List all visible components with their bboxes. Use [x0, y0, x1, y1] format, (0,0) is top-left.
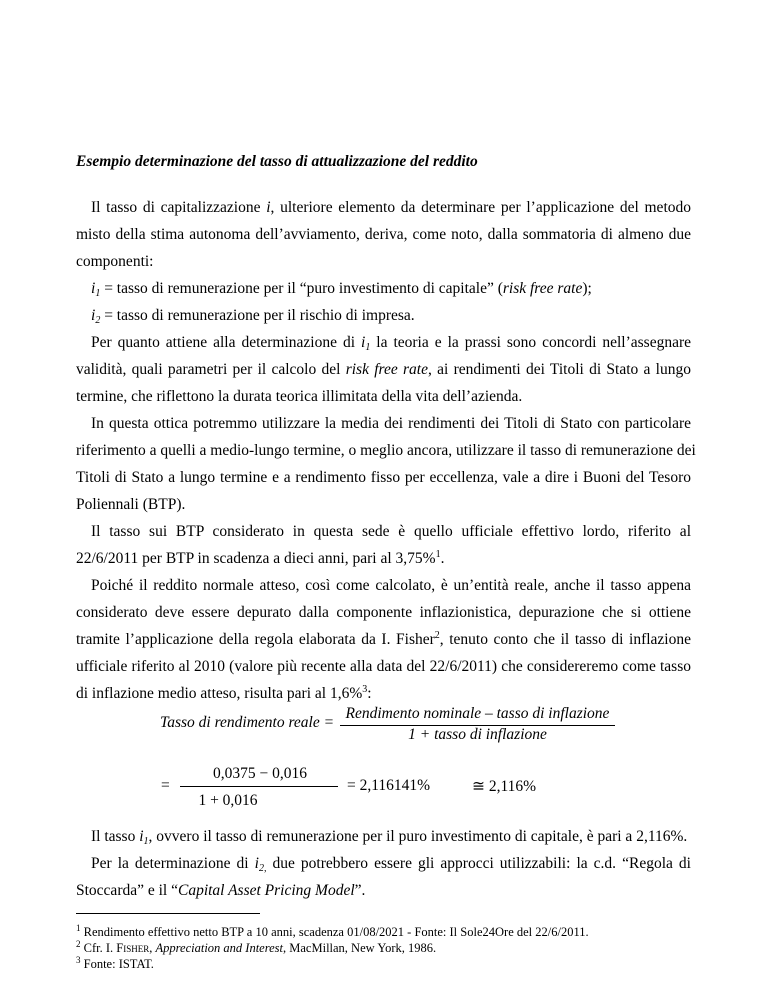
paragraph-line: Titoli di Stato a lungo termine e a rendimento fisso per eccellenza, vale a dire i Buoni del Tesoro — [76, 469, 691, 486]
paragraph-line: di inflazione medio atteso, risulta pari al 1,6%$^3$: — [76, 684, 372, 702]
paragraph-line: In questa ottica potremmo utilizzare la media dei rendimenti dei Titoli di Stato con particolare — [91, 415, 691, 432]
fraction-bar — [180, 786, 338, 787]
paragraph-line: componenti: — [76, 253, 154, 270]
definition-i1: $i_1$ = tasso di remunerazione per il “puro investimento di capitale” (risk free rate); — [91, 280, 592, 299]
paragraph-line: riferimento a quelli a medio-lungo termine, o meglio ancora, utilizzare il tasso di remunerazione dei — [76, 442, 696, 459]
paragraph-line: 22/6/2011 per BTP in scadenza a dieci anni, pari al 3,75%$^1$. — [76, 549, 445, 567]
paragraph-line: Il tasso di capitalizzazione i, ulteriore elemento da determinare per l’applicazione del metodo — [91, 199, 691, 216]
footnote-3: $^3$ Fonte: ISTAT. — [76, 955, 154, 971]
paragraph-line: termine, che riflettono la durata teorica illimitata della vita dell’azienda. — [76, 388, 523, 405]
formula-denominator: 1 + tasso di inflazione — [408, 726, 547, 743]
footnote-2: $^2$ Cfr. I. Fisher, Appreciation and Interest, MacMillan, New York, 1986. — [76, 939, 437, 955]
formula-denominator: 1 + 0,016 — [198, 792, 258, 809]
paragraph-line: Stoccarda” e il “Capital Asset Pricing Model”. — [76, 882, 366, 899]
paragraph-line: tramite l’applicazione della regola elaborata da I. Fisher$^2$, tenuto conto che il tasso di inflazione — [76, 630, 691, 648]
formula-label: Tasso di rendimento reale = — [160, 714, 335, 731]
paragraph-line: Per la determinazione di $i_{2,}$ due potrebbero essere gli approcci utilizzabili: la c.d. “Regola di — [91, 855, 691, 874]
footnote-1: $^1$ Rendimento effettivo netto BTP a 10 anni, scadenza 01/08/2021 - Fonte: Il Sole24Ore del 22/6/2011. — [76, 923, 589, 939]
paragraph-line: Poiché il reddito normale atteso, così come calcolato, è un’entità reale, anche il tasso appena — [91, 577, 691, 594]
paragraph-line: ufficiale riferito al 2010 (valore più recente alla data del 22/6/2011) che considereremo come tasso — [76, 658, 691, 675]
paragraph-line: Per quanto attiene alla determinazione di $i_1$ la teoria e la prassi sono concordi nell’assegnare — [91, 334, 691, 353]
formula-numerator: Rendimento nominale – tasso di inflazione — [345, 705, 610, 722]
formula-numerator: 0,0375 − 0,016 — [213, 765, 307, 782]
formula-approx: ≅ 2,116% — [472, 778, 537, 795]
paragraph-line: considerato deve essere depurato dalla componente inflazionistica, depurazione che si ottiene — [76, 604, 691, 621]
definition-i2: $i_2$ = tasso di remunerazione per il rischio di impresa. — [91, 307, 415, 326]
section-heading: Esempio determinazione del tasso di attualizzazione del reddito — [76, 153, 478, 170]
formula-equals: = — [161, 777, 170, 794]
paragraph-line: validità, quali parametri per il calcolo del risk free rate, ai rendimenti dei Titoli di Stato a lungo — [76, 361, 691, 378]
paragraph-line: misto della stima autonoma dell’avviamento, deriva, come noto, dalla sommatoria di almeno due — [76, 226, 691, 243]
formula-result: = 2,116141% — [347, 777, 431, 794]
paragraph-line: Poliennali (BTP). — [76, 496, 186, 513]
paragraph-line: Il tasso sui BTP considerato in questa sede è quello ufficiale effettivo lordo, riferito al — [91, 523, 691, 540]
paragraph-line: Il tasso $i_1$, ovvero il tasso di remunerazione per il puro investimento di capitale, è pari a 2,116%. — [91, 828, 688, 847]
footnote-separator — [76, 913, 260, 914]
